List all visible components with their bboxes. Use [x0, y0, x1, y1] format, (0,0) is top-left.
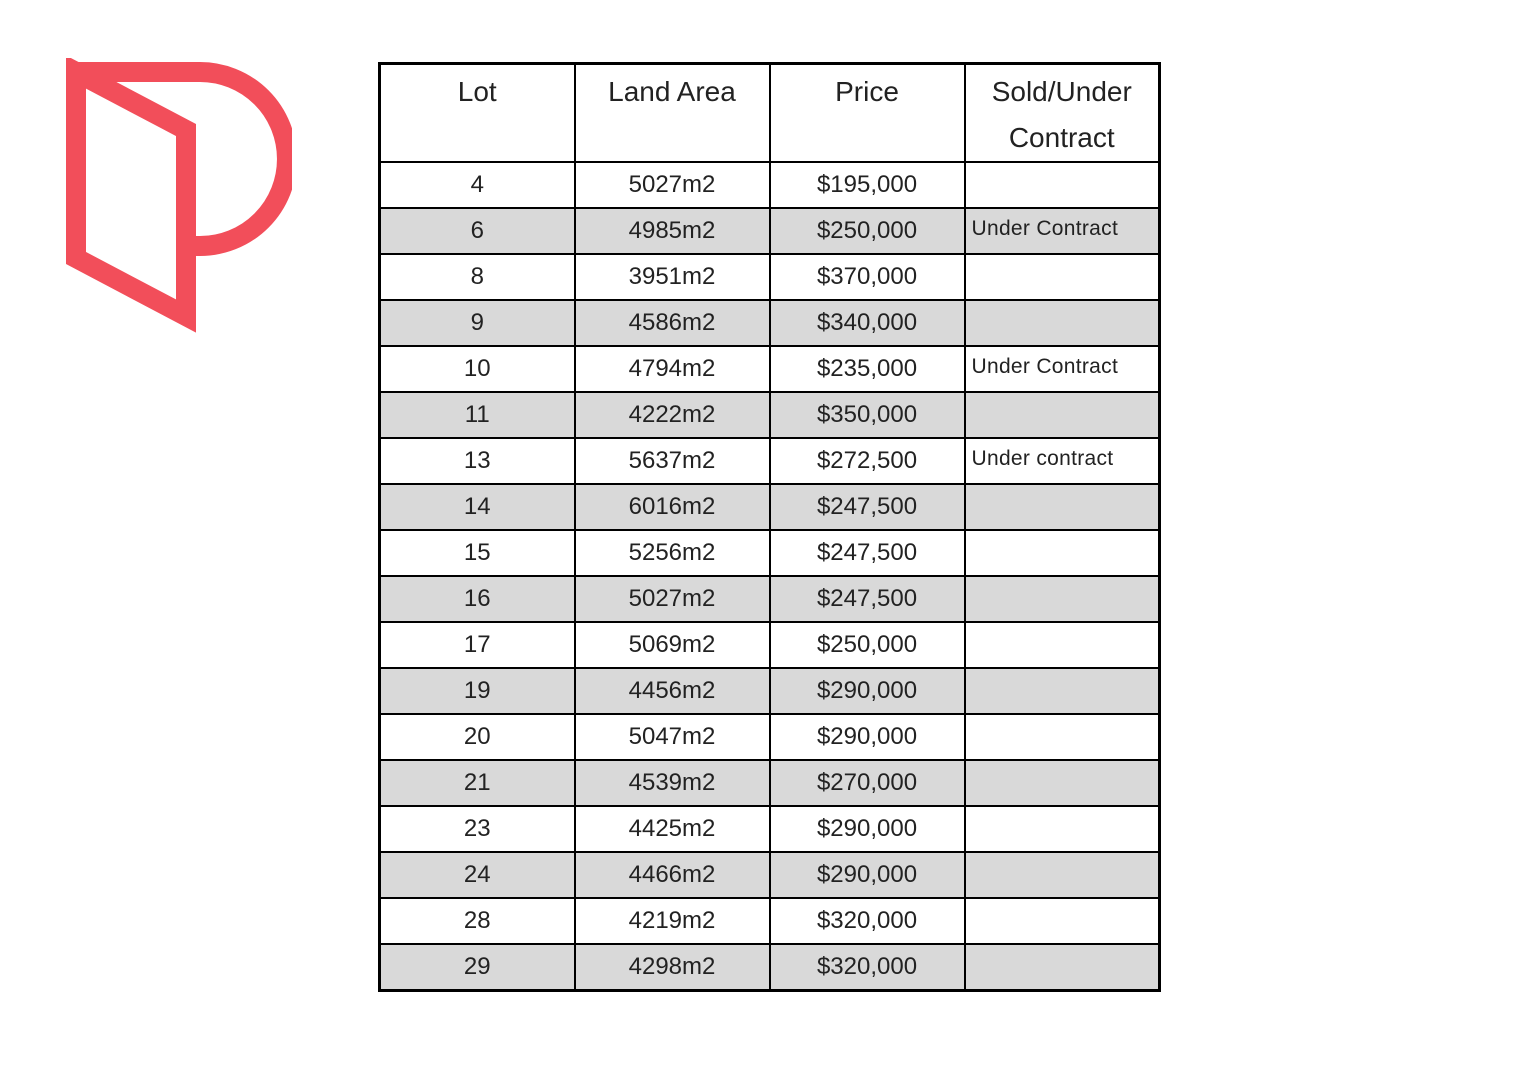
- cell-status: [965, 392, 1160, 438]
- cell-land-area: 5637m2: [575, 438, 770, 484]
- cell-lot: 23: [380, 806, 575, 852]
- cell-price: $272,500: [770, 438, 965, 484]
- cell-land-area: 4466m2: [575, 852, 770, 898]
- cell-lot: 20: [380, 714, 575, 760]
- cell-land-area: 4539m2: [575, 760, 770, 806]
- lot-price-table: [378, 62, 1161, 992]
- cell-price: $320,000: [770, 898, 965, 944]
- cell-price: $247,500: [770, 576, 965, 622]
- cell-land-area: 5256m2: [575, 530, 770, 576]
- cell-status: Under Contract: [965, 208, 1160, 254]
- cell-land-area: 4298m2: [575, 944, 770, 991]
- brand-logo-icon: [60, 58, 292, 334]
- cell-land-area: 4219m2: [575, 898, 770, 944]
- cell-price: $250,000: [770, 208, 965, 254]
- cell-lot: 24: [380, 852, 575, 898]
- table-row: [380, 254, 1160, 300]
- cell-lot: 11: [380, 392, 575, 438]
- table-body: [380, 162, 1160, 991]
- cell-price: $370,000: [770, 254, 965, 300]
- cell-land-area: 3951m2: [575, 254, 770, 300]
- cell-price: $290,000: [770, 668, 965, 714]
- table-row: [380, 622, 1160, 668]
- cell-price: $270,000: [770, 760, 965, 806]
- cell-lot: 21: [380, 760, 575, 806]
- table-header-row: [380, 64, 1160, 163]
- table-row: [380, 714, 1160, 760]
- cell-land-area: 4985m2: [575, 208, 770, 254]
- cell-status: [965, 576, 1160, 622]
- table-row: [380, 576, 1160, 622]
- cell-status: [965, 806, 1160, 852]
- cell-status: [965, 668, 1160, 714]
- cell-price: $247,500: [770, 484, 965, 530]
- cell-status: [965, 714, 1160, 760]
- cell-land-area: 5047m2: [575, 714, 770, 760]
- cell-lot: 17: [380, 622, 575, 668]
- table-row: [380, 300, 1160, 346]
- cell-status: [965, 622, 1160, 668]
- cell-price: $290,000: [770, 806, 965, 852]
- cell-lot: 29: [380, 944, 575, 991]
- logo-door-panel: [76, 72, 186, 316]
- cell-land-area: 4222m2: [575, 392, 770, 438]
- cell-price: $320,000: [770, 944, 965, 991]
- cell-status: [965, 530, 1160, 576]
- cell-land-area: 5027m2: [575, 162, 770, 208]
- table-row: [380, 898, 1160, 944]
- cell-land-area: 4586m2: [575, 300, 770, 346]
- cell-land-area: 4794m2: [575, 346, 770, 392]
- header-land-area: Land Area: [575, 64, 770, 163]
- table-row: [380, 208, 1160, 254]
- table-row: [380, 392, 1160, 438]
- cell-status: [965, 760, 1160, 806]
- cell-lot: 4: [380, 162, 575, 208]
- table-row: [380, 760, 1160, 806]
- cell-price: $235,000: [770, 346, 965, 392]
- table-row: [380, 806, 1160, 852]
- cell-land-area: 5027m2: [575, 576, 770, 622]
- cell-price: $290,000: [770, 852, 965, 898]
- cell-lot: 19: [380, 668, 575, 714]
- cell-price: $290,000: [770, 714, 965, 760]
- cell-status: [965, 300, 1160, 346]
- cell-lot: 9: [380, 300, 575, 346]
- table-row: [380, 484, 1160, 530]
- table-row: [380, 438, 1160, 484]
- cell-status: [965, 944, 1160, 991]
- cell-status: [965, 484, 1160, 530]
- cell-price: $250,000: [770, 622, 965, 668]
- table-row: [380, 944, 1160, 991]
- cell-lot: 13: [380, 438, 575, 484]
- cell-lot: 15: [380, 530, 575, 576]
- cell-price: $247,500: [770, 530, 965, 576]
- cell-price: $195,000: [770, 162, 965, 208]
- cell-lot: 6: [380, 208, 575, 254]
- cell-lot: 28: [380, 898, 575, 944]
- cell-price: $350,000: [770, 392, 965, 438]
- header-lot: Lot: [380, 64, 575, 163]
- cell-lot: 10: [380, 346, 575, 392]
- cell-status: [965, 162, 1160, 208]
- header-price: Price: [770, 64, 965, 163]
- cell-lot: 16: [380, 576, 575, 622]
- cell-status: [965, 898, 1160, 944]
- cell-status: [965, 852, 1160, 898]
- cell-lot: 8: [380, 254, 575, 300]
- table-row: [380, 530, 1160, 576]
- cell-land-area: 6016m2: [575, 484, 770, 530]
- table-row: [380, 346, 1160, 392]
- cell-land-area: 4425m2: [575, 806, 770, 852]
- cell-land-area: 4456m2: [575, 668, 770, 714]
- cell-land-area: 5069m2: [575, 622, 770, 668]
- table-row: [380, 852, 1160, 898]
- cell-status: [965, 254, 1160, 300]
- cell-price: $340,000: [770, 300, 965, 346]
- table-row: [380, 162, 1160, 208]
- cell-lot: 14: [380, 484, 575, 530]
- header-status: Sold/Under Contract: [965, 64, 1160, 163]
- cell-status: Under Contract: [965, 346, 1160, 392]
- cell-status: Under contract: [965, 438, 1160, 484]
- table-row: [380, 668, 1160, 714]
